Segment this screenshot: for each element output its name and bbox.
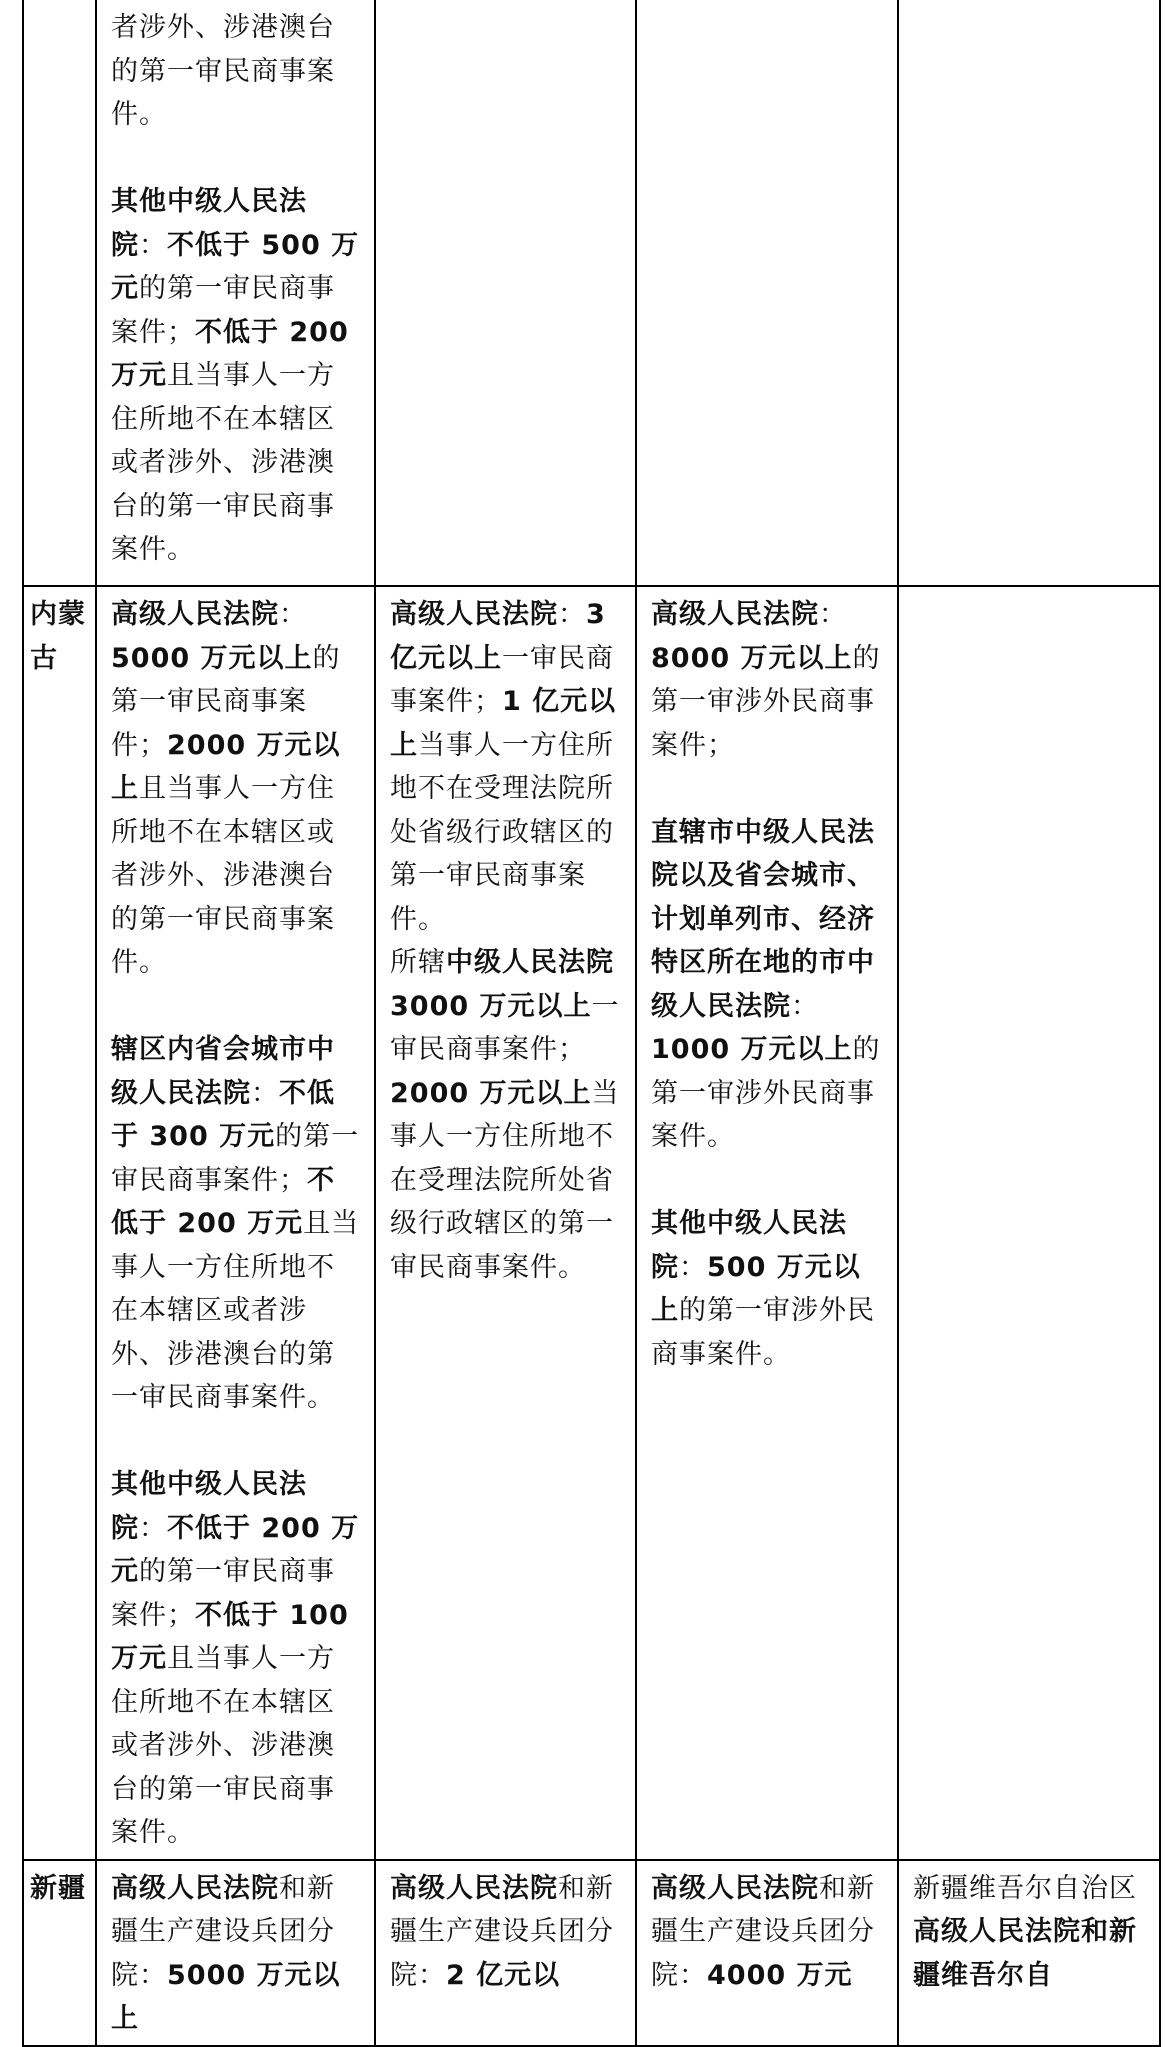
paragraph <box>111 6 360 137</box>
bold-text: 1 亿元以上 <box>390 686 617 761</box>
region-cell <box>23 586 96 1860</box>
table-cell <box>898 0 1160 586</box>
cell-text: 和新疆生产建设兵团分院： <box>111 1872 335 1991</box>
paragraph <box>390 1867 621 1998</box>
cell-text: 当事人一方住所地不在受理法院所处省级行政辖区的第一审民商事案件。 <box>390 1077 620 1283</box>
bold-text: 直辖市中级人民法院以及省会城市、计划单列市、经济特区所在地的市中级人民法院 <box>651 816 875 1022</box>
bold-text: 2000 万元以上 <box>390 1077 592 1109</box>
paragraph <box>651 811 883 1159</box>
bold-text: 其他中级人民法院 <box>651 1208 847 1283</box>
bold-text: 辖区内省会城市中级人民法院 <box>111 1034 335 1109</box>
table-cell <box>96 0 375 586</box>
bold-text: 高级人民法院 <box>651 599 819 630</box>
paragraph <box>390 941 621 1289</box>
cell-text: 的第一审涉外民商事案件。 <box>651 1295 875 1370</box>
bold-text: 其他中级人民法院 <box>111 186 307 261</box>
table-cell <box>636 586 898 1860</box>
region-cell <box>23 0 96 586</box>
paragraph <box>111 1463 360 1855</box>
cell-text: 的第一审涉外民商事案件； <box>651 642 881 761</box>
bold-text: 其他中级人民法院 <box>111 1469 307 1544</box>
table-cell <box>898 586 1160 1860</box>
cell-text: ： <box>139 229 167 261</box>
table-cell <box>375 586 636 1860</box>
bold-text: 8000 万元以上 <box>651 642 853 674</box>
cell-text: ： <box>679 1251 707 1283</box>
cell-text: ： <box>819 599 847 630</box>
paragraph <box>111 180 360 572</box>
cell-text: ： <box>139 1512 167 1544</box>
bold-text: 不低于 500 万元 <box>111 229 360 304</box>
paragraph <box>913 1867 1145 1998</box>
table-cell <box>375 1860 636 2046</box>
jurisdiction-table <box>22 0 1161 2047</box>
bold-text: 500 万元以上 <box>651 1251 861 1326</box>
bold-text: 5000 万元以上 <box>111 1959 341 2034</box>
paragraph <box>111 593 360 985</box>
bold-text: 高级人民法院 <box>111 1872 279 1904</box>
table-cell <box>636 1860 898 2046</box>
cell-text: 当事人一方住所地不在受理法院所处省级行政辖区的第一审民商事案件。 <box>390 729 614 935</box>
cell-text: 和新疆生产建设兵团分院： <box>651 1872 875 1991</box>
cell-text: 的第一审民商事案件； <box>111 1121 360 1196</box>
bold-text: 3 亿元以上 <box>390 599 606 674</box>
bold-text: 2000 万元以上 <box>111 729 341 804</box>
cell-text: ： <box>279 599 307 630</box>
table-cell <box>375 0 636 586</box>
table-cell <box>96 586 375 1860</box>
bold-text: 4000 万元 <box>707 1959 853 1991</box>
cell-text: 的第一审民商事案件； <box>111 642 341 761</box>
region-cell <box>23 1860 96 2046</box>
bold-text: 不低于 300 万元 <box>111 1077 335 1152</box>
cell-text: ： <box>558 599 586 630</box>
bold-text: 高级人民法院 <box>390 1872 558 1904</box>
bold-text: 不低于 200 万元 <box>111 316 349 391</box>
bold-text: 5000 万元以上 <box>111 642 313 674</box>
cell-text: 一审民商事案件； <box>390 642 614 717</box>
bold-text: 高级人民法院 <box>111 599 279 630</box>
cell-text: 的第一审民商事案件； <box>111 273 335 348</box>
paragraph <box>111 1867 360 2041</box>
bold-text: 不低于 100 万元 <box>111 1599 349 1674</box>
bold-text: 2 亿元以 <box>446 1959 561 1991</box>
cell-text: 的第一审民商事案件； <box>111 1556 335 1631</box>
cell-text: 一审民商事案件； <box>390 990 620 1065</box>
table-row <box>23 0 1160 586</box>
bold-text: 中级人民法院 3000 万元以上 <box>390 947 614 1022</box>
cell-text: 且当事人一方住所地不在本辖区或者涉外、涉港澳台的第一审民商事案件。 <box>111 1643 335 1848</box>
bold-text: 1000 万元以上 <box>651 1034 853 1065</box>
cell-text: 且当事人一方住所地不在本辖区或者涉外、涉港澳台的第一审民商事案件。 <box>111 1208 360 1413</box>
cell-text: 新疆维吾尔自治区 <box>913 1872 1137 1904</box>
paragraph <box>390 593 621 941</box>
bold-text: 高级人民法院 <box>651 1872 819 1904</box>
bold-text: 不低于 200 万元 <box>111 1512 360 1587</box>
table-cell <box>636 0 898 586</box>
bold-text: 高级人民法院 <box>390 599 558 630</box>
paragraph <box>651 593 883 767</box>
cell-text: 和新疆生产建设兵团分院： <box>390 1872 614 1991</box>
cell-text: 所辖 <box>390 947 446 978</box>
paragraph <box>111 1028 360 1420</box>
cell-text: 的第一审涉外民商事案件。 <box>651 1034 881 1152</box>
region-name: 内蒙古 <box>30 599 86 674</box>
region-name: 新疆 <box>30 1872 86 1904</box>
table-cell <box>96 1860 375 2046</box>
bold-text: 高级人民法院和新疆维吾尔自 <box>913 1916 1137 1991</box>
table-row <box>23 1860 1160 2046</box>
cell-text: ： <box>251 1077 279 1109</box>
paragraph <box>651 1867 883 1998</box>
bold-text: 不低于 200 万元 <box>111 1164 335 1239</box>
cell-text: 者涉外、涉港澳台的第一审民商事案件。 <box>111 12 335 130</box>
paragraph <box>651 1202 883 1376</box>
cell-text: ： <box>791 990 819 1022</box>
table-row <box>23 586 1160 1860</box>
cell-text: 且当事人一方住所地不在本辖区或者涉外、涉港澳台的第一审民商事案件。 <box>111 773 335 978</box>
cell-text: 且当事人一方住所地不在本辖区或者涉外、涉港澳台的第一审民商事案件。 <box>111 360 335 565</box>
table-cell <box>898 1860 1160 2046</box>
